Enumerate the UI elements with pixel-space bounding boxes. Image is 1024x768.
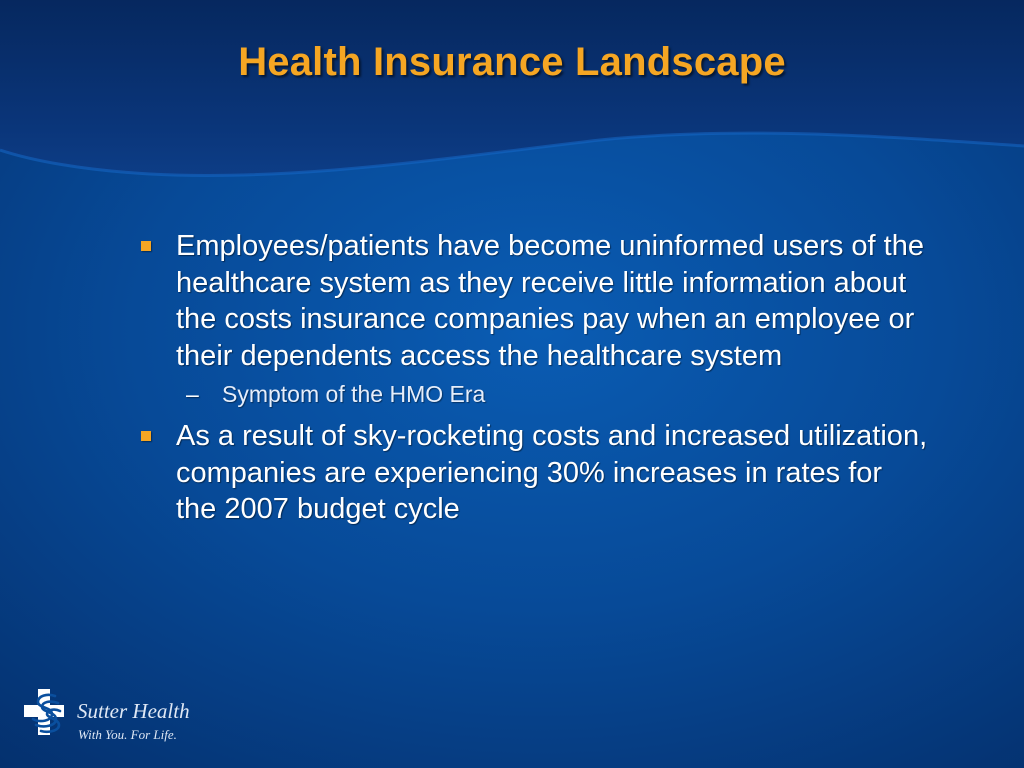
bullet-item (138, 228, 928, 374)
sutter-health-logo-icon (22, 687, 70, 737)
sutter-health-logo (22, 687, 222, 747)
square-bullet-icon (141, 431, 151, 441)
header-wave-band (0, 0, 1024, 200)
bullet-list (138, 228, 928, 528)
sub-bullet-item (138, 379, 928, 409)
logo-tagline: With You. For Life. (78, 727, 177, 742)
bullet-text: As a result of sky-rocketing costs and increased utilization, companies are experiencing 30% increases in rates for the 2007 budget cycle (176, 420, 928, 525)
square-bullet-icon (141, 241, 151, 251)
bullet-text: Employees/patients have become uninformed users of the healthcare system as they receive little information about the costs insurance companies pay when an employee or their dependents access the healthcare system (176, 230, 924, 372)
logo-name: Sutter Health (77, 699, 190, 723)
slide-title: Health Insurance Landscape (238, 40, 786, 84)
bullet-item (138, 418, 928, 528)
sub-bullet-text: Symptom of the HMO Era (222, 381, 486, 407)
dash-bullet-icon: – (186, 381, 199, 407)
